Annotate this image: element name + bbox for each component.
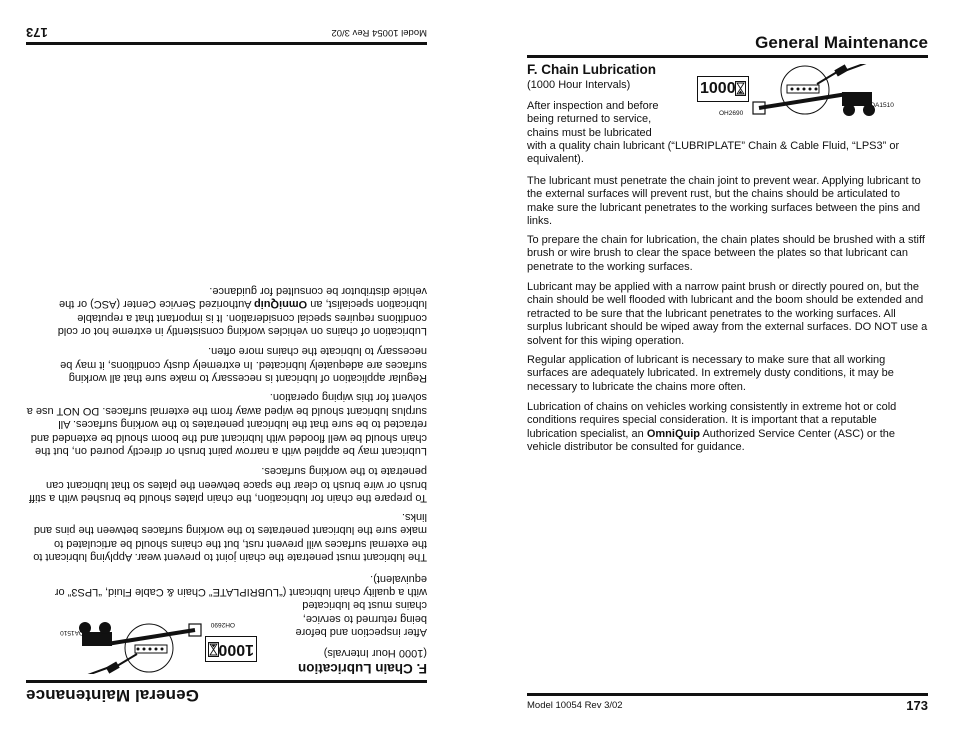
illustration-code-left: OH2690 [719,110,744,117]
paragraph-application: Lubricant may be applied with a narrow paint brush or directly poured on, but the chain should be well flooded with lubricant and the boom should be extended and retracted to be sure that the lubricant penetrates to the working surfaces. All surplus lubricant should be wiped away from the external surfaces. DO NOT use a solvent for this wiping operation. [527,281,928,347]
intro-text: After inspection and before being returned to service, chains must be lubricated [527,100,659,139]
paragraph-regular-application: Regular application of lubricant is necessary to make sure that all working surfaces are adequately lubricated. In extremely dusty conditions, it may be necessary to lubricate the chains more often. [527,354,894,393]
section-interval: (1000 Hour Intervals) [323,647,427,659]
section-heading: F. Chain Lubrication [527,62,657,77]
brand-name: OmniQuip [646,427,701,440]
hours-label: 1000 [218,641,254,658]
page-title: General Maintenance [755,33,928,52]
page-title: General Maintenance [26,686,199,705]
footer-model: Model 10054 Rev 3/02 [331,27,427,38]
hours-label: 1000 [700,80,736,97]
para5-after: Authorized Service Center (ASC) or the vehicle distributor be consulted for guidance. [527,427,896,454]
illustration-code-left: OH2690 [210,621,235,628]
paragraph-application: Lubricant may be applied with a narrow paint brush or directly poured on, but the chain should be well flooded with lubricant and the boom should be extended and retracted to be sure that the lubricant penetrates to the working surfaces. All surplus lubricant should be wiped away from the external surfaces. DO NOT use a solvent for this wiping operation. [26,391,427,457]
illustration-code-right: OA1510 [870,102,894,109]
intro-continuation: with a quality chain lubricant (“LUBRIPLATE” Chain & Cable Fluid, “LPS3” or equivalent). [527,140,900,166]
footer-rule [26,42,427,45]
paragraph-penetration: The lubricant must penetrate the chain joint to prevent wear. Applying lubricant to the external surfaces will prevent rust, but the chains should be articulated to make sure the lubricant penetrates to the working surfaces between the pins and links. [33,510,427,563]
page-number: 173 [26,25,48,40]
paragraph-regular-application: Regular application of lubricant is necessary to make sure that all working surfaces are adequately lubricated. In extremely dusty conditions, it may be necessary to lubricate the chains more often. [60,345,427,384]
right-page [477,0,954,738]
header-rule [26,680,427,683]
intro-text: After inspection and before being returned to service, chains must be lubricated [295,599,427,638]
para5-before: Lubrication of chains on vehicles working consistently in extreme hot or cold conditions requires special consideration. It is important that a reputable lubrication specialist, an [57,298,427,337]
section-heading: F. Chain Lubrication [297,661,427,676]
para5-before: Lubrication of chains on vehicles working consistently in extreme hot or cold conditions requires special consideration. It is important that a reputable lubrication specialist, an [527,401,897,440]
paragraph-penetration: The lubricant must penetrate the chain joint to prevent wear. Applying lubricant to the external surfaces will prevent rust, but the chains should be articulated to make sure the lubricant penetrates to the working surfaces between the pins and links. [527,175,921,228]
page-content [477,0,954,738]
illustration-code-right: OA1510 [60,629,84,636]
section-interval: (1000 Hour Intervals) [527,79,631,91]
paragraph-extreme-conditions [527,401,929,455]
paragraph-preparation: To prepare the chain for lubrication, the chain plates should be brushed with a stiff brush or wire brush to clear the space between the plates so that lubricant can penetrate to the working surfaces. [29,465,427,504]
brand-name: OmniQuip [253,298,308,311]
intro-continuation: with a quality chain lubricant (“LUBRIPLATE” Chain & Cable Fluid, “LPS3” or equivalent). [54,572,427,598]
footer-rule [527,693,928,696]
paragraph-extreme-conditions [25,283,427,337]
header-rule [527,55,928,58]
para5-after: Authorized Service Center (ASC) or the vehicle distributor be consulted for guidance. [58,284,427,311]
paragraph-preparation: To prepare the chain for lubrication, the chain plates should be brushed with a stiff brush or wire brush to clear the space between the plates so that lubricant can penetrate to the working surfaces. [527,234,925,273]
footer-model: Model 10054 Rev 3/02 [527,700,623,711]
page-number: 173 [906,698,928,713]
